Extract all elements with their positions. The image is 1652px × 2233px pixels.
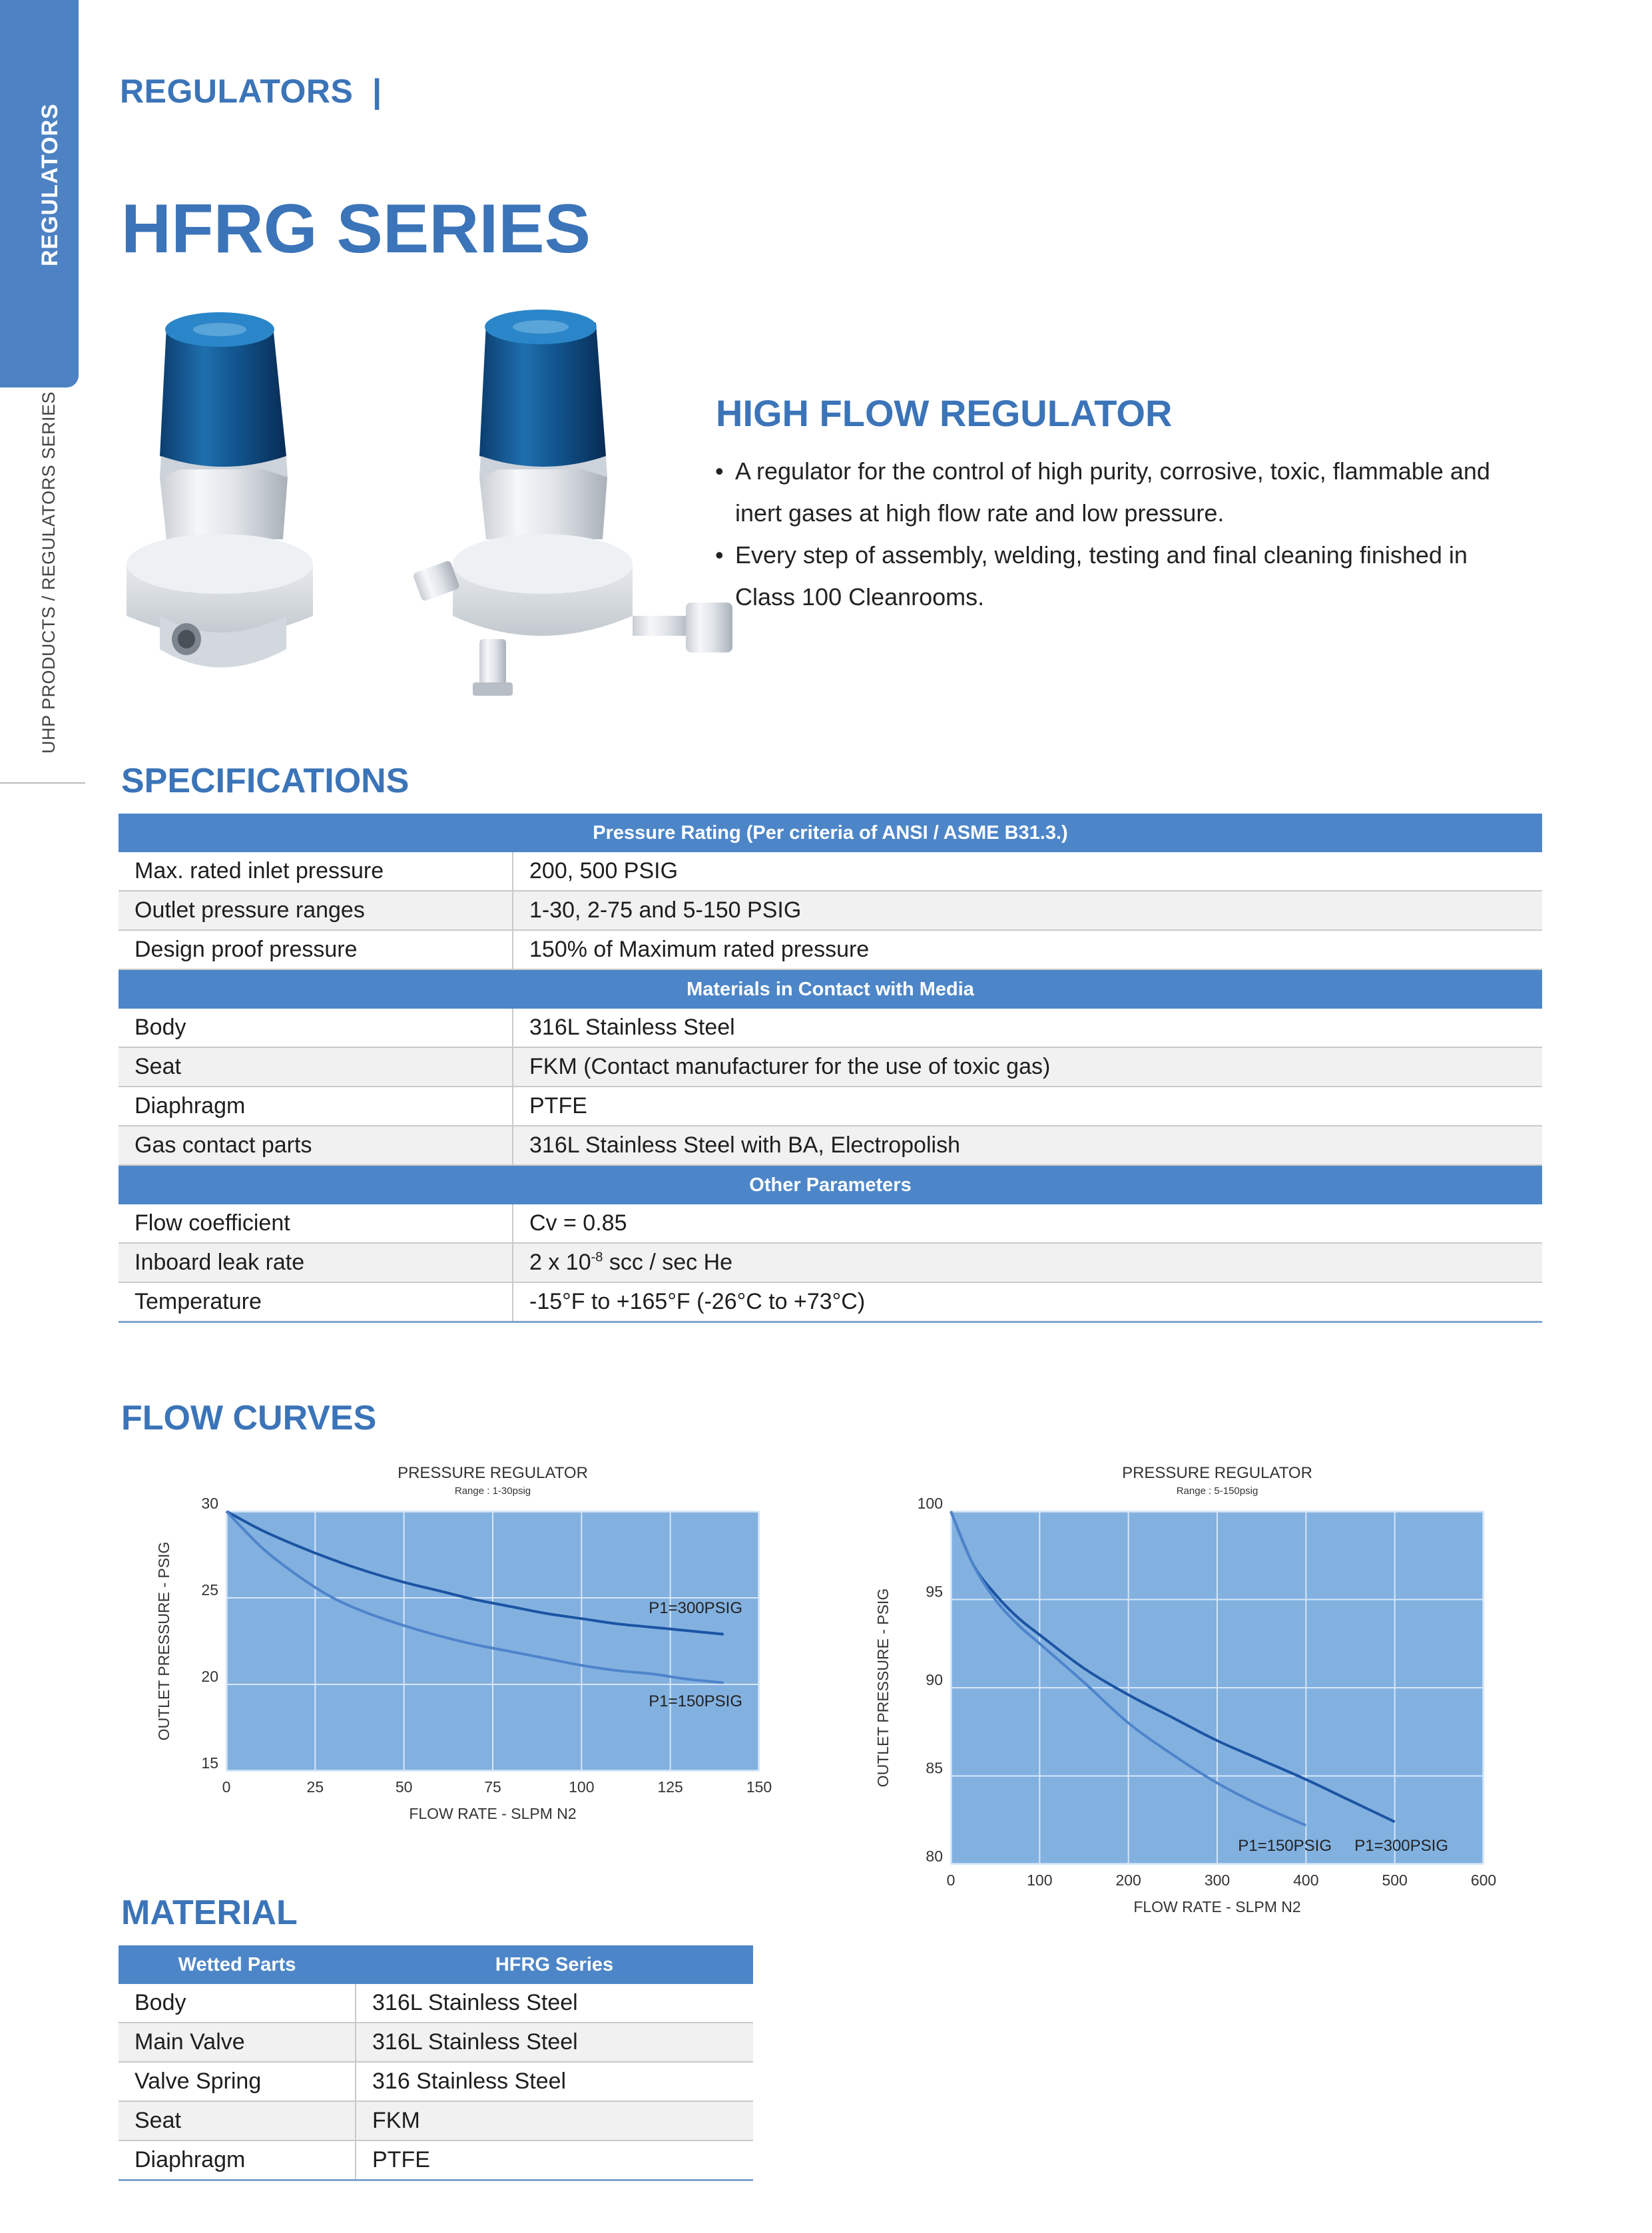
spec-value: PTFE: [513, 1087, 1542, 1126]
x-tick-label: 0: [222, 1778, 231, 1796]
feature-list: [714, 450, 1513, 618]
spec-value: [513, 1243, 1542, 1282]
y-axis-label: OUTLET PRESSURE - PSIG: [874, 1588, 892, 1788]
feature-item: [714, 450, 1513, 534]
spec-label: Body: [119, 1009, 513, 1047]
feature-item: [714, 534, 1513, 618]
x-tick-label: 75: [484, 1778, 501, 1796]
spec-label: Temperature: [119, 1282, 513, 1322]
y-tick-label: 90: [926, 1671, 943, 1688]
spec-label: Max. rated inlet pressure: [119, 852, 513, 891]
x-tick-label: 0: [946, 1871, 956, 1889]
y-axis-label: OUTLET PRESSURE - PSIG: [155, 1541, 172, 1741]
y-tick-label: 15: [201, 1754, 218, 1772]
feature-line: Every step of assembly, welding, testing and final cleaning finished in: [735, 541, 1468, 569]
flow-curves-title: FLOW CURVES: [121, 1399, 377, 1437]
series-label: P1=300PSIG: [649, 1599, 742, 1617]
spec-label: Outlet pressure ranges: [119, 891, 513, 930]
spec-value: 150% of Maximum rated pressure: [513, 930, 1542, 969]
spec-value: 200, 500 PSIG: [513, 852, 1542, 891]
spec-label: Diaphragm: [119, 1087, 513, 1126]
side-breadcrumb: UHP PRODUCTS / REGULATORS SERIES: [39, 391, 59, 754]
leak-rate-base: 2 x 10: [529, 1250, 591, 1275]
spec-label: Seat: [119, 1047, 513, 1087]
x-axis-label: FLOW RATE - SLPM N2: [1133, 1898, 1301, 1915]
spec-label: Flow coefficient: [119, 1204, 513, 1243]
feature-line: A regulator for the control of high purity, corrosive, toxic, flammable and: [735, 457, 1490, 485]
material-part: Diaphragm: [119, 2140, 356, 2180]
material-value: 316 Stainless Steel: [356, 2062, 753, 2101]
material-value: PTFE: [356, 2140, 753, 2180]
series-label: P1=300PSIG: [1354, 1837, 1448, 1855]
specifications-title: SPECIFICATIONS: [121, 762, 410, 800]
spec-value: 1-30, 2-75 and 5-150 PSIG: [513, 891, 1542, 930]
y-tick-label: 30: [201, 1495, 218, 1512]
chart-title: PRESSURE REGULATOR: [398, 1464, 588, 1482]
material-value: FKM: [356, 2101, 753, 2140]
x-tick-label: 600: [1470, 1871, 1497, 1889]
y-tick-label: 95: [926, 1583, 943, 1601]
material-col-header: HFRG Series: [356, 1945, 753, 1984]
y-tick-label: 80: [926, 1848, 943, 1865]
x-tick-label: 100: [1027, 1871, 1053, 1889]
side-tab-label: REGULATORS: [37, 103, 63, 266]
material-part: Valve Spring: [119, 2062, 356, 2101]
y-tick-label: 100: [917, 1495, 943, 1512]
material-part: Body: [119, 1984, 356, 2023]
spec-label: Inboard leak rate: [119, 1243, 513, 1282]
x-tick-label: 50: [395, 1778, 413, 1796]
spec-value: 316L Stainless Steel with BA, Electropolish: [513, 1126, 1542, 1165]
x-tick-label: 300: [1204, 1871, 1231, 1889]
section-label: REGULATORS |: [120, 73, 382, 110]
spec-value: 316L Stainless Steel: [513, 1009, 1542, 1047]
flow-chart-5-150psig: [866, 1458, 1531, 1924]
spec-label: Gas contact parts: [119, 1126, 513, 1165]
material-table: [119, 1945, 753, 2181]
spec-value: FKM (Contact manufacturer for the use of toxic gas): [513, 1047, 1542, 1087]
bullet-dot: •: [715, 541, 724, 569]
feature-line: inert gases at high flow rate and low pressure.: [735, 499, 1225, 527]
leak-rate-unit: scc / sec He: [603, 1250, 733, 1275]
material-title: MATERIAL: [121, 1893, 298, 1932]
material-part: Main Valve: [119, 2023, 356, 2062]
spec-value: Cv = 0.85: [513, 1204, 1542, 1243]
bullet-dot: •: [715, 457, 724, 485]
x-tick-label: 500: [1382, 1871, 1408, 1889]
material-col-header: Wetted Parts: [119, 1945, 356, 1984]
flow-chart-1-30psig: [146, 1458, 786, 1831]
series-label: P1=150PSIG: [1238, 1837, 1332, 1855]
side-divider: [0, 782, 85, 784]
x-tick-label: 400: [1293, 1871, 1319, 1889]
series-label: P1=150PSIG: [649, 1692, 742, 1710]
y-tick-label: 85: [926, 1759, 943, 1777]
chart-title: PRESSURE REGULATOR: [1122, 1464, 1312, 1482]
group-header: Pressure Rating (Per criteria of ANSI / ASME B31.3.): [119, 814, 1542, 852]
material-part: Seat: [119, 2101, 356, 2140]
page-title: HFRG SERIES: [121, 190, 591, 268]
x-tick-label: 125: [657, 1778, 683, 1796]
y-tick-label: 25: [201, 1581, 218, 1599]
group-header: Materials in Contact with Media: [119, 969, 1542, 1009]
x-tick-label: 100: [569, 1778, 595, 1796]
feature-line: Class 100 Cleanrooms.: [735, 583, 985, 611]
x-tick-label: 150: [746, 1778, 772, 1796]
product-heading: HIGH FLOW REGULATOR: [716, 392, 1173, 434]
spec-value: -15°F to +165°F (-26°C to +73°C): [513, 1282, 1542, 1322]
regulator-image-right: [406, 303, 739, 716]
material-value: 316L Stainless Steel: [356, 2023, 753, 2062]
group-header: Other Parameters: [119, 1165, 1542, 1204]
x-tick-label: 200: [1115, 1871, 1141, 1889]
leak-rate-exponent: -8: [591, 1250, 603, 1265]
chart-subtitle: Range : 5-150psig: [1176, 1485, 1258, 1497]
regulator-image-left: [120, 303, 373, 716]
chart-subtitle: Range : 1-30psig: [454, 1485, 531, 1497]
specifications-table: [119, 814, 1542, 1323]
x-tick-label: 25: [306, 1778, 324, 1796]
y-tick-label: 20: [201, 1668, 218, 1685]
material-value: 316L Stainless Steel: [356, 1984, 753, 2023]
x-axis-label: FLOW RATE - SLPM N2: [409, 1805, 577, 1822]
spec-label: Design proof pressure: [119, 930, 513, 969]
